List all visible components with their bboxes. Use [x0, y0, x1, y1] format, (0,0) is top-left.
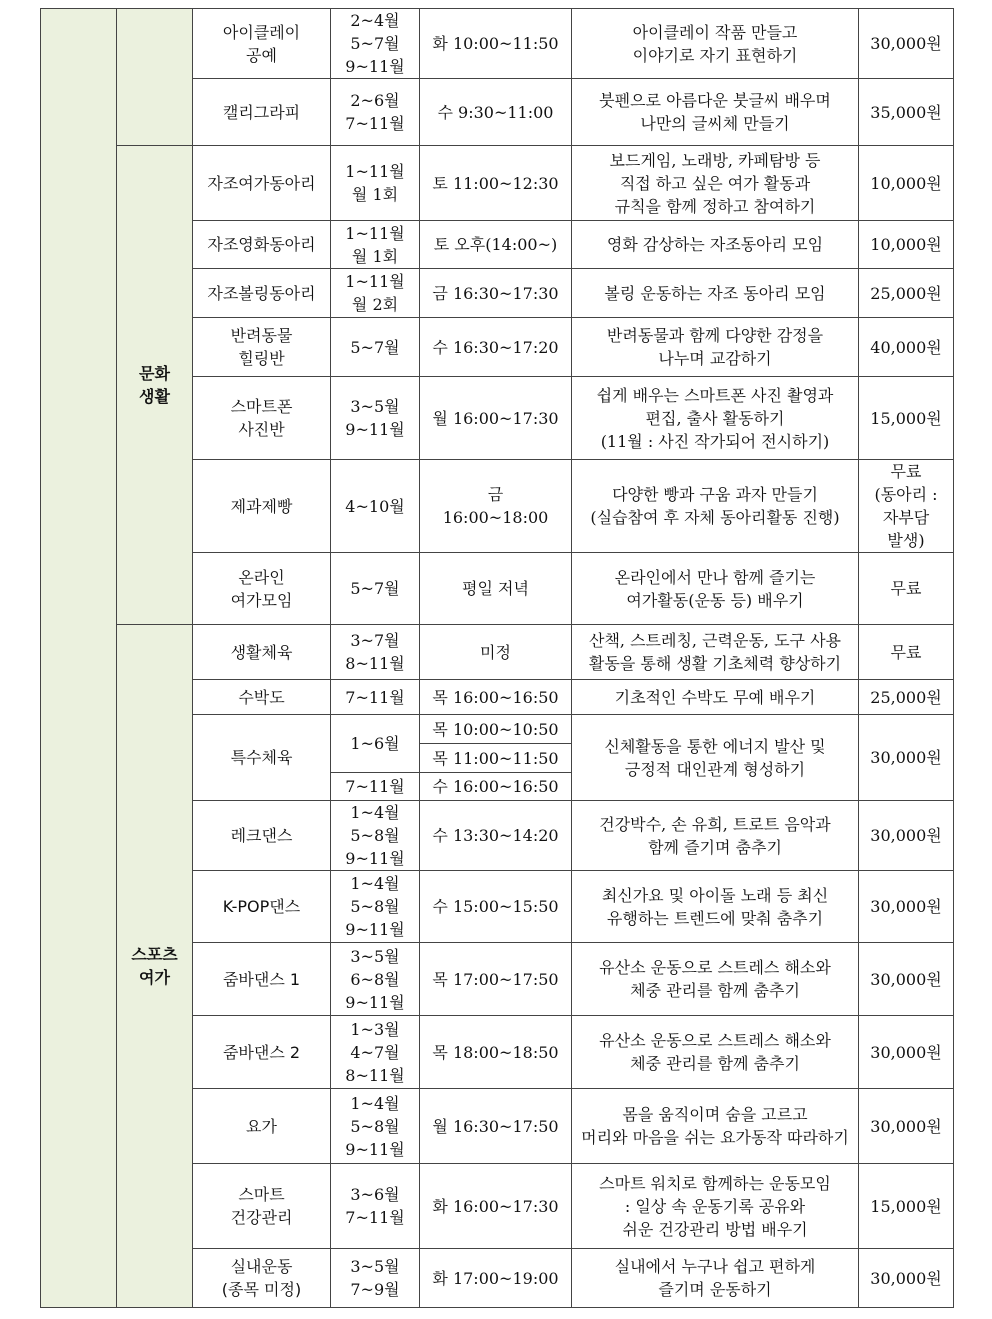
- program-time: 수 15:00~15:50: [420, 871, 572, 943]
- program-fee: 30,000원: [859, 1016, 954, 1089]
- program-content: 유산소 운동으로 스트레스 해소와 체중 관리를 함께 춤추기: [572, 1016, 859, 1089]
- program-content: 온라인에서 만나 함께 즐기는 여가활동(운동 등) 배우기: [572, 553, 859, 625]
- program-content: 영화 감상하는 자조동아리 모임: [572, 221, 859, 269]
- program-fee: 25,000원: [859, 680, 954, 715]
- program-name: 아이클레이 공예: [193, 9, 331, 79]
- program-time: 목 18:00~18:50: [420, 1016, 572, 1089]
- table-row: [41, 9, 954, 79]
- program-time: 월 16:00~17:30: [420, 377, 572, 460]
- program-fee: 10,000원: [859, 221, 954, 269]
- program-period: 5~7월: [331, 318, 420, 377]
- program-time: 월 16:30~17:50: [420, 1089, 572, 1164]
- program-content: 건강박수, 손 유희, 트로트 음악과 함께 즐기며 춤추기: [572, 801, 859, 871]
- table-row: [41, 146, 954, 221]
- program-content: 반려동물과 함께 다양한 감정을 나누며 교감하기: [572, 318, 859, 377]
- program-period: 7~11월: [331, 773, 420, 801]
- program-content: 기초적인 수박도 무예 배우기: [572, 680, 859, 715]
- program-name: 제과제빵: [193, 460, 331, 553]
- program-time: 수 16:00~16:50: [420, 773, 572, 801]
- program-period: 1~11월 월 1회: [331, 146, 420, 221]
- program-time: 목 11:00~11:50: [420, 744, 572, 773]
- program-period: 3~5월 7~9월: [331, 1249, 420, 1308]
- program-period: 5~7월: [331, 553, 420, 625]
- program-period: 1~6월: [331, 715, 420, 773]
- program-name: 자조영화동아리: [193, 221, 331, 269]
- program-content: 최신가요 및 아이돌 노래 등 최신 유행하는 트렌드에 맞춰 춤추기: [572, 871, 859, 943]
- program-content: 유산소 운동으로 스트레스 해소와 체중 관리를 함께 춤추기: [572, 943, 859, 1016]
- program-name: 수박도: [193, 680, 331, 715]
- program-name: K-POP댄스: [193, 871, 331, 943]
- program-content: 몸을 움직이며 숨을 고르고 머리와 마음을 쉬는 요가동작 따라하기: [572, 1089, 859, 1164]
- program-name: 스마트폰 사진반: [193, 377, 331, 460]
- program-fee: 30,000원: [859, 1249, 954, 1308]
- program-fee: 무료 (동아리 : 자부담 발생): [859, 460, 954, 553]
- program-fee: 무료: [859, 625, 954, 680]
- program-fee: 30,000원: [859, 871, 954, 943]
- program-period: 4~10월: [331, 460, 420, 553]
- program-name: 줌바댄스 2: [193, 1016, 331, 1089]
- program-period: 3~7월 8~11월: [331, 625, 420, 680]
- program-period: 7~11월: [331, 680, 420, 715]
- left-category-strip: [41, 9, 117, 1308]
- program-content: 산책, 스트레칭, 근력운동, 도구 사용 활동을 통해 생활 기초체력 향상하기: [572, 625, 859, 680]
- program-table: [40, 8, 954, 1308]
- program-fee: 30,000원: [859, 715, 954, 801]
- program-time: 목 10:00~10:50: [420, 715, 572, 744]
- program-name: 레크댄스: [193, 801, 331, 871]
- program-time: 금 16:30~17:30: [420, 269, 572, 318]
- program-period: 3~5월 9~11월: [331, 377, 420, 460]
- program-name: 생활체육: [193, 625, 331, 680]
- program-time: 토 11:00~12:30: [420, 146, 572, 221]
- table-row: [41, 625, 954, 680]
- program-period: 2~4월 5~7월 9~11월: [331, 9, 420, 79]
- program-period: 1~4월 5~8월 9~11월: [331, 801, 420, 871]
- program-time: 화 17:00~19:00: [420, 1249, 572, 1308]
- program-content: 보드게임, 노래방, 카페탐방 등 직접 하고 싶은 여가 활동과 규칙을 함께 정하고 참여하기: [572, 146, 859, 221]
- program-name: 캘리그라피: [193, 79, 331, 146]
- program-period: 2~6월 7~11월: [331, 79, 420, 146]
- program-fee: 30,000원: [859, 943, 954, 1016]
- program-period: 1~3월 4~7월 8~11월: [331, 1016, 420, 1089]
- program-name: 온라인 여가모임: [193, 553, 331, 625]
- program-time: 목 17:00~17:50: [420, 943, 572, 1016]
- program-content: 쉽게 배우는 스마트폰 사진 촬영과 편집, 출사 활동하기 (11월 : 사진 작가되어 전시하기): [572, 377, 859, 460]
- program-fee: 30,000원: [859, 1089, 954, 1164]
- program-period: 3~6월 7~11월: [331, 1164, 420, 1249]
- program-time: 수 16:30~17:20: [420, 318, 572, 377]
- program-period: 3~5월 6~8월 9~11월: [331, 943, 420, 1016]
- program-name: 자조볼링동아리: [193, 269, 331, 318]
- program-time: 수 9:30~11:00: [420, 79, 572, 146]
- program-content: 신체활동을 통한 에너지 발산 및 긍정적 대인관계 형성하기: [572, 715, 859, 801]
- program-fee: 25,000원: [859, 269, 954, 318]
- program-fee: 10,000원: [859, 146, 954, 221]
- program-content: 붓펜으로 아름다운 붓글씨 배우며 나만의 글씨체 만들기: [572, 79, 859, 146]
- program-fee: 30,000원: [859, 801, 954, 871]
- program-time: 토 오후(14:00~): [420, 221, 572, 269]
- program-time: 평일 저녁: [420, 553, 572, 625]
- program-period: 1~11월 월 2회: [331, 269, 420, 318]
- category-sports: 스포츠 여가: [117, 625, 193, 1308]
- program-content: 볼링 운동하는 자조 동아리 모임: [572, 269, 859, 318]
- program-fee: 40,000원: [859, 318, 954, 377]
- program-name: 반려동물 힐링반: [193, 318, 331, 377]
- program-fee: 무료: [859, 553, 954, 625]
- program-time: 미정: [420, 625, 572, 680]
- program-time: 금 16:00~18:00: [420, 460, 572, 553]
- program-period: 1~11월 월 1회: [331, 221, 420, 269]
- program-name: 특수체육: [193, 715, 331, 801]
- program-content: 아이클레이 작품 만들고 이야기로 자기 표현하기: [572, 9, 859, 79]
- program-time: 목 16:00~16:50: [420, 680, 572, 715]
- program-name: 요가: [193, 1089, 331, 1164]
- program-fee: 15,000원: [859, 377, 954, 460]
- category-culture-top: [117, 9, 193, 146]
- program-period: 1~4월 5~8월 9~11월: [331, 871, 420, 943]
- program-content: 다양한 빵과 구움 과자 만들기 (실습참여 후 자체 동아리활동 진행): [572, 460, 859, 553]
- program-time: 화 10:00~11:50: [420, 9, 572, 79]
- program-name: 스마트 건강관리: [193, 1164, 331, 1249]
- program-content: 스마트 워치로 함께하는 운동모임 : 일상 속 운동기록 공유와 쉬운 건강관리 방법 배우기: [572, 1164, 859, 1249]
- program-content: 실내에서 누구나 쉽고 편하게 즐기며 운동하기: [572, 1249, 859, 1308]
- program-fee: 30,000원: [859, 9, 954, 79]
- program-period: 1~4월 5~8월 9~11월: [331, 1089, 420, 1164]
- category-culture: 문화 생활: [117, 146, 193, 625]
- program-name: 자조여가동아리: [193, 146, 331, 221]
- program-time: 화 16:00~17:30: [420, 1164, 572, 1249]
- program-name: 줌바댄스 1: [193, 943, 331, 1016]
- program-name: 실내운동 (종목 미정): [193, 1249, 331, 1308]
- program-time: 수 13:30~14:20: [420, 801, 572, 871]
- program-fee: 15,000원: [859, 1164, 954, 1249]
- program-fee: 35,000원: [859, 79, 954, 146]
